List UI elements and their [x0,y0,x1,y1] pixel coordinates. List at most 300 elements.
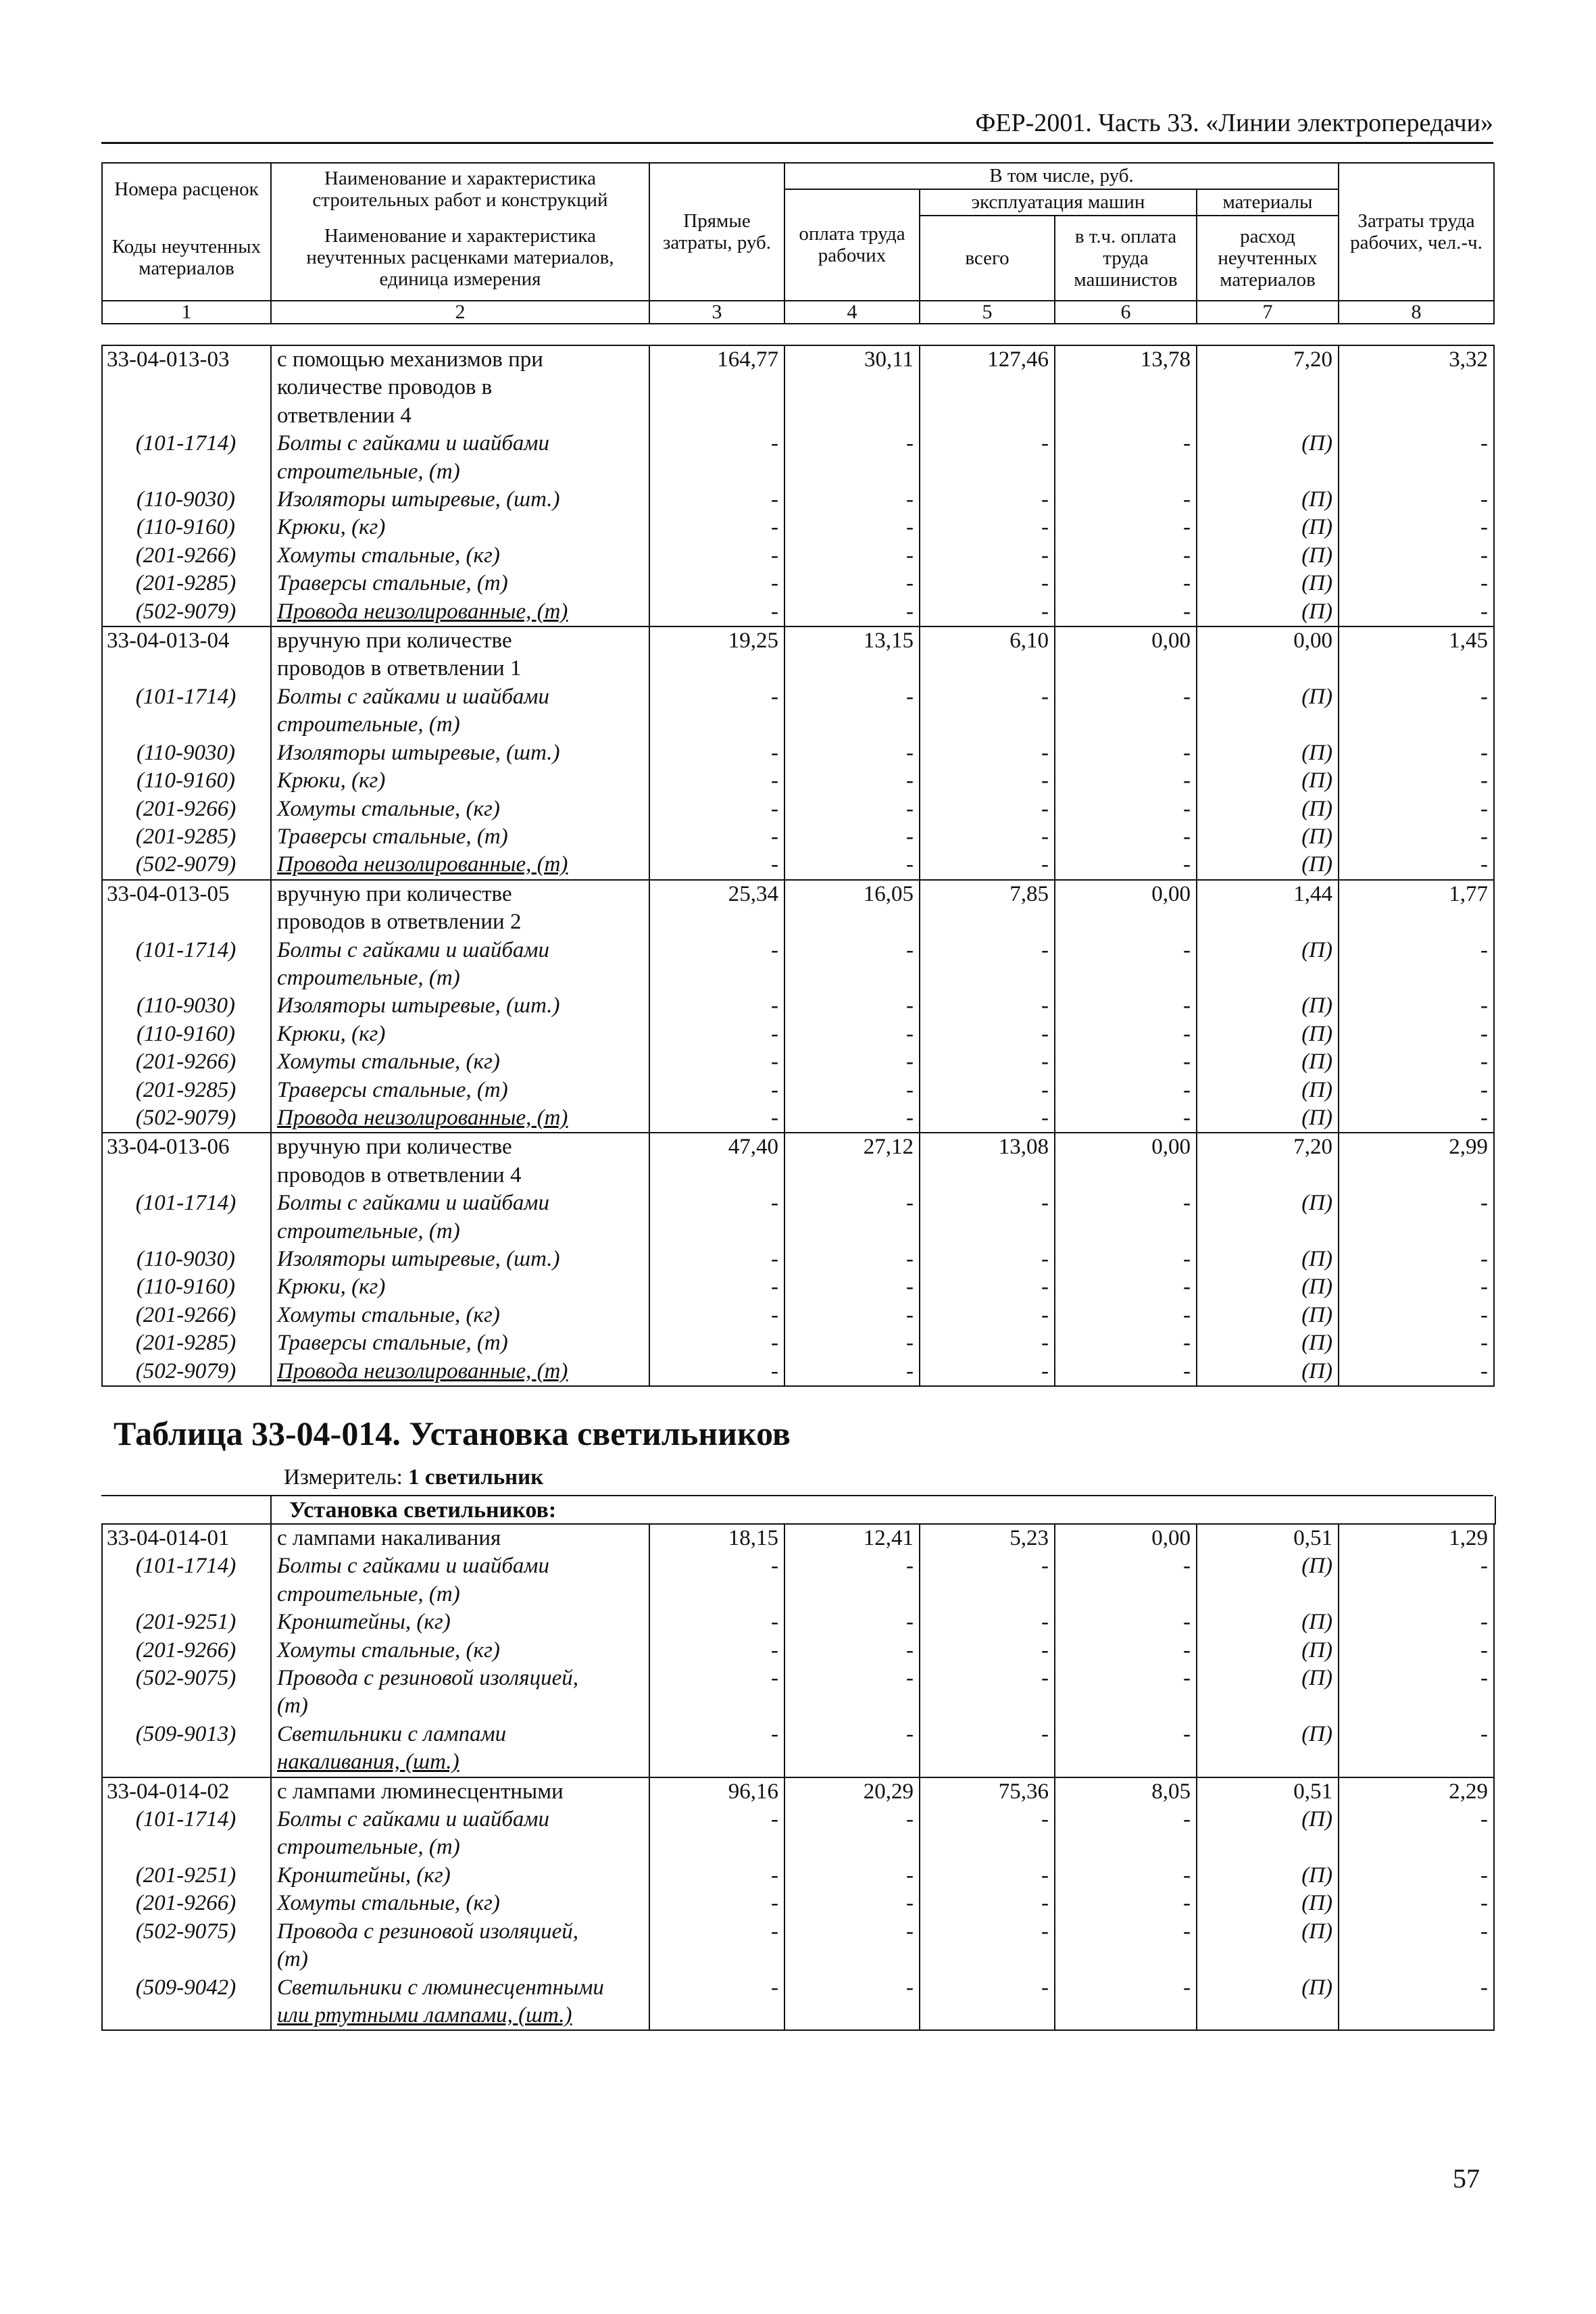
material-name: Провода с резиновой изоляцией, [271,1918,649,1946]
material-code: (110-9160) [102,1273,271,1301]
material-row [102,1692,1494,1720]
material-code: (502-9079) [102,1104,271,1133]
rate-code: 33-04-013-03 [102,345,271,374]
value-cell: - [649,1608,784,1636]
material-code: (110-9160) [102,514,271,541]
value-cell: - [784,1189,920,1217]
value-cell: - [920,1329,1055,1357]
value-cell: - [649,683,784,711]
value-cell: 25,34 [649,880,784,908]
value-cell: - [649,598,784,626]
value-cell: - [1339,1890,1494,1917]
value-cell [1339,964,1494,992]
value-cell: - [920,683,1055,711]
material-row [102,823,1494,851]
value-cell: (П) [1197,430,1339,458]
value-cell [1055,711,1197,739]
material-name: строительные, (т) [271,1833,649,1861]
value-cell: - [649,1246,784,1273]
value-cell: (П) [1197,683,1339,711]
value-cell: - [920,823,1055,851]
material-row [102,570,1494,597]
value-cell [1197,711,1339,739]
value-cell: - [649,1918,784,1946]
value-cell: - [784,430,920,458]
value-cell [1197,1748,1339,1777]
value-cell [920,1692,1055,1720]
value-cell: - [1339,1048,1494,1076]
rate-row [102,1133,1494,1161]
value-cell: (П) [1197,992,1339,1020]
material-row [102,1721,1494,1748]
material-row [102,1077,1494,1104]
material-row [102,1020,1494,1048]
material-name: Болты с гайками и шайбами [271,937,649,964]
material-code: (201-9285) [102,570,271,597]
material-name: Траверсы стальные, (т) [271,1077,649,1104]
value-cell: - [1339,1302,1494,1329]
value-cell: - [1055,542,1197,570]
rate-code [102,1162,271,1189]
value-cell: - [784,1302,920,1329]
material-code [102,1946,271,1973]
value-cell: 5,23 [920,1524,1055,1552]
value-cell: - [1339,1665,1494,1692]
value-cell: 20,29 [784,1777,920,1806]
value-cell: - [649,1077,784,1104]
rate-name: вручную при количестве [271,880,649,908]
value-cell: - [1339,486,1494,514]
material-row [102,1273,1494,1301]
value-cell: (П) [1197,1974,1339,2002]
value-cell: - [920,1077,1055,1104]
material-row [102,1918,1494,1946]
value-cell: 7,20 [1197,1133,1339,1161]
material-row [102,1946,1494,1973]
value-cell: - [920,1806,1055,1833]
material-code: (110-9030) [102,1246,271,1273]
value-cell: 47,40 [649,1133,784,1161]
value-cell [649,1833,784,1861]
value-cell: - [1339,1358,1494,1386]
value-cell: - [1339,1246,1494,1273]
running-title: ФЕР-2001. Часть 33. «Линии электропередачи» [975,109,1493,137]
value-cell [649,1748,784,1777]
value-cell: - [1055,937,1197,964]
value-cell [784,1833,920,1861]
value-cell [1197,964,1339,992]
value-cell [920,711,1055,739]
value-cell [1055,1748,1197,1777]
value-cell: - [784,1552,920,1580]
value-cell: - [920,1552,1055,1580]
rate-name: ответвлении 4 [271,402,649,430]
material-name: Кронштейны, (кг) [271,1608,649,1636]
value-cell: - [1339,1020,1494,1048]
value-cell [1339,711,1494,739]
material-row [102,739,1494,767]
value-cell: - [920,739,1055,767]
value-cell [784,1581,920,1608]
rate-name: проводов в ответвлении 1 [271,655,649,683]
material-name: Болты с гайками и шайбами [271,683,649,711]
value-cell: - [1339,1552,1494,1580]
value-cell: - [920,1890,1055,1917]
material-code: (509-9013) [102,1721,271,1748]
value-cell: - [649,1104,784,1133]
value-cell [784,1946,920,1973]
value-cell: (П) [1197,1637,1339,1665]
header-col4: оплата труда рабочих [784,189,920,301]
material-code: (101-1714) [102,937,271,964]
material-name: Хомуты стальные, (кг) [271,1302,649,1329]
material-code: (101-1714) [102,1189,271,1217]
material-code: (110-9030) [102,486,271,514]
material-code: (502-9079) [102,1358,271,1386]
material-row [102,1806,1494,1833]
value-cell [1055,1946,1197,1973]
value-cell: - [1055,570,1197,597]
value-cell [920,1748,1055,1777]
material-name: Провода с резиновой изоляцией, [271,1665,649,1692]
material-name: Изоляторы штыревые, (шт.) [271,992,649,1020]
value-cell [1055,1162,1197,1189]
value-cell: - [784,1246,920,1273]
material-name: Светильники с люминесцентными [271,1974,649,2002]
value-cell: (П) [1197,739,1339,767]
material-code: (110-9160) [102,767,271,795]
value-cell [1339,1833,1494,1861]
value-cell [784,374,920,401]
rate-code: 33-04-013-05 [102,880,271,908]
rate-name: проводов в ответвлении 4 [271,1162,649,1189]
material-code [102,2002,271,2030]
material-name: строительные, (т) [271,458,649,486]
rates-table-33-04-014 [101,1523,1495,2031]
value-cell: - [784,767,920,795]
section-title: Установка светильников: [289,1498,557,1523]
value-cell: (П) [1197,1329,1339,1357]
value-cell [920,908,1055,936]
rate-name: с лампами люминесцентными [271,1777,649,1806]
value-cell [649,908,784,936]
rates-table-33-04-013 [101,345,1495,1387]
value-cell [920,1581,1055,1608]
value-cell [649,1218,784,1246]
rate-row [102,374,1494,401]
value-cell: - [649,851,784,879]
value-cell: - [1055,1552,1197,1580]
value-cell: - [920,1273,1055,1301]
value-cell: - [920,795,1055,823]
value-cell: - [920,486,1055,514]
material-code: (101-1714) [102,430,271,458]
value-cell: (П) [1197,1077,1339,1104]
material-code [102,1692,271,1720]
material-row [102,486,1494,514]
material-name: Болты с гайками и шайбами [271,430,649,458]
value-cell: - [784,598,920,626]
value-cell: - [1055,1637,1197,1665]
value-cell [1055,374,1197,401]
material-code: (101-1714) [102,1806,271,1833]
value-cell: (П) [1197,937,1339,964]
value-cell [784,1218,920,1246]
header-col3: Прямые затраты, руб. [649,163,784,301]
material-name: Провода неизолированные, (т) [271,1358,649,1386]
value-cell: - [920,992,1055,1020]
material-name: или ртутными лампами, (шт.) [271,2002,649,2030]
value-cell: - [649,1862,784,1890]
value-cell [649,1581,784,1608]
value-cell: - [1339,570,1494,597]
value-cell: - [1339,683,1494,711]
material-name: Изоляторы штыревые, (шт.) [271,486,649,514]
value-cell: - [1339,1721,1494,1748]
value-cell: - [920,1302,1055,1329]
value-cell: 3,32 [1339,345,1494,374]
header-col7: расход неучтенных материалов [1197,216,1339,301]
material-code: (509-9042) [102,1974,271,2002]
value-cell [920,655,1055,683]
rate-row [102,1777,1494,1806]
value-cell [649,711,784,739]
value-cell: - [1339,1806,1494,1833]
value-cell: 0,00 [1055,626,1197,655]
material-row [102,1329,1494,1357]
value-cell: - [649,570,784,597]
material-name: Светильники с лампами [271,1721,649,1748]
value-cell [784,402,920,430]
value-cell: - [920,514,1055,541]
value-cell [1197,1162,1339,1189]
value-cell [1339,655,1494,683]
value-cell: - [784,1608,920,1636]
value-cell: - [649,1890,784,1917]
value-cell: - [649,430,784,458]
value-cell [1339,2002,1494,2030]
measure-label: Измеритель: [284,1465,403,1490]
value-cell [1197,1946,1339,1973]
value-cell [1055,655,1197,683]
value-cell: - [784,1077,920,1104]
value-cell: (П) [1197,598,1339,626]
value-cell: - [1055,1048,1197,1076]
value-cell: 16,05 [784,880,920,908]
material-row [102,1104,1494,1133]
material-code [102,1833,271,1861]
value-cell [649,964,784,992]
value-cell: 1,77 [1339,880,1494,908]
value-cell [1197,1833,1339,1861]
material-code [102,1581,271,1608]
value-cell: - [1339,795,1494,823]
material-row [102,598,1494,626]
material-row [102,1890,1494,1917]
material-row [102,1552,1494,1580]
material-code: (201-9266) [102,1302,271,1329]
value-cell: 0,51 [1197,1777,1339,1806]
value-cell: - [784,1273,920,1301]
value-cell [920,402,1055,430]
value-cell: - [784,1890,920,1917]
value-cell: - [920,1721,1055,1748]
value-cell: 1,29 [1339,1524,1494,1552]
value-cell: - [649,937,784,964]
value-cell [1197,402,1339,430]
value-cell [1197,374,1339,401]
material-row [102,542,1494,570]
value-cell: - [649,823,784,851]
value-cell [1055,1581,1197,1608]
value-cell: - [920,1104,1055,1133]
material-name: Траверсы стальные, (т) [271,570,649,597]
value-cell [920,964,1055,992]
value-cell: 27,12 [784,1133,920,1161]
material-code: (201-9266) [102,1890,271,1917]
material-row [102,1862,1494,1890]
value-cell [1055,1692,1197,1720]
material-row [102,1246,1494,1273]
value-cell: - [649,739,784,767]
value-cell [649,1692,784,1720]
value-cell: (П) [1197,1246,1339,1273]
value-cell [920,2002,1055,2030]
value-cell: - [1055,430,1197,458]
value-cell [1339,1748,1494,1777]
value-cell: (П) [1197,1918,1339,1946]
value-cell: - [1339,992,1494,1020]
table-title: Таблица 33-04-014. Установка светильников [114,1414,791,1452]
value-cell [1055,2002,1197,2030]
rate-name: вручную при количестве [271,626,649,655]
header-group-including: В том числе, руб. [784,163,1339,189]
value-cell: 8,05 [1055,1777,1197,1806]
value-cell: - [649,514,784,541]
value-cell: - [920,1637,1055,1665]
value-cell: (П) [1197,570,1339,597]
value-cell: (П) [1197,486,1339,514]
value-cell: - [784,1721,920,1748]
value-cell: - [784,937,920,964]
value-cell: 75,36 [920,1777,1055,1806]
value-cell [649,458,784,486]
value-cell: - [649,542,784,570]
value-cell: - [920,1918,1055,1946]
value-cell [1339,458,1494,486]
material-code: (201-9266) [102,1048,271,1076]
material-row [102,1665,1494,1692]
value-cell: - [920,430,1055,458]
value-cell: - [1339,430,1494,458]
header-col6: в т.ч. оплата труда машинистов [1055,216,1197,301]
value-cell: 13,15 [784,626,920,655]
value-cell: - [1055,1077,1197,1104]
value-cell: - [1055,1721,1197,1748]
value-cell: - [1055,992,1197,1020]
material-name: Крюки, (кг) [271,514,649,541]
material-name: Траверсы стальные, (т) [271,1329,649,1357]
value-cell: (П) [1197,1665,1339,1692]
material-code: (110-9030) [102,739,271,767]
material-code [102,458,271,486]
value-cell: - [1339,598,1494,626]
material-code [102,711,271,739]
value-cell: - [1055,1020,1197,1048]
value-cell: - [784,851,920,879]
material-name: Хомуты стальные, (кг) [271,1637,649,1665]
rate-row [102,1524,1494,1552]
material-code: (502-9079) [102,598,271,626]
value-cell: 164,77 [649,345,784,374]
value-cell [649,402,784,430]
value-cell: - [784,486,920,514]
value-cell: - [920,1665,1055,1692]
header-index: 3 [649,301,784,324]
material-name: Изоляторы штыревые, (шт.) [271,739,649,767]
value-cell: 0,00 [1055,880,1197,908]
rate-row [102,880,1494,908]
value-cell: (П) [1197,1302,1339,1329]
header-col1-top: Номера расценок [102,163,271,216]
material-name: Хомуты стальные, (кг) [271,542,649,570]
value-cell: - [1339,1189,1494,1217]
value-cell: 18,15 [649,1524,784,1552]
value-cell: 6,10 [920,626,1055,655]
value-cell: 0,51 [1197,1524,1339,1552]
value-cell [784,1748,920,1777]
material-name: Крюки, (кг) [271,1020,649,1048]
rate-name: проводов в ответвлении 2 [271,908,649,936]
material-row [102,1748,1494,1777]
material-code: (101-1714) [102,683,271,711]
value-cell: - [649,767,784,795]
header-index: 2 [271,301,649,324]
material-name: Провода неизолированные, (т) [271,598,649,626]
header-col5: всего [920,216,1055,301]
value-cell: (П) [1197,514,1339,541]
value-cell: - [1055,767,1197,795]
material-name: Крюки, (кг) [271,767,649,795]
rate-row [102,655,1494,683]
value-cell: - [784,992,920,1020]
value-cell: (П) [1197,1104,1339,1133]
material-code: (201-9266) [102,1637,271,1665]
value-cell: - [1339,1329,1494,1357]
material-name: Траверсы стальные, (т) [271,823,649,851]
header-index: 7 [1197,301,1339,324]
material-row [102,1833,1494,1861]
rate-row [102,345,1494,374]
value-cell: - [1055,598,1197,626]
value-cell: - [1055,1974,1197,2002]
header-index: 6 [1055,301,1197,324]
value-cell [920,1162,1055,1189]
value-cell: (П) [1197,795,1339,823]
header-index: 8 [1339,301,1494,324]
value-cell: - [784,1329,920,1357]
header-col1-bottom: Коды неучтенных материалов [102,216,271,301]
value-cell: (П) [1197,542,1339,570]
value-cell: - [784,1806,920,1833]
material-code: (502-9075) [102,1918,271,1946]
value-cell: (П) [1197,1890,1339,1917]
value-cell [1055,1218,1197,1246]
value-cell: 12,41 [784,1524,920,1552]
value-cell [920,1946,1055,1973]
value-cell: - [1339,739,1494,767]
value-cell [784,2002,920,2030]
